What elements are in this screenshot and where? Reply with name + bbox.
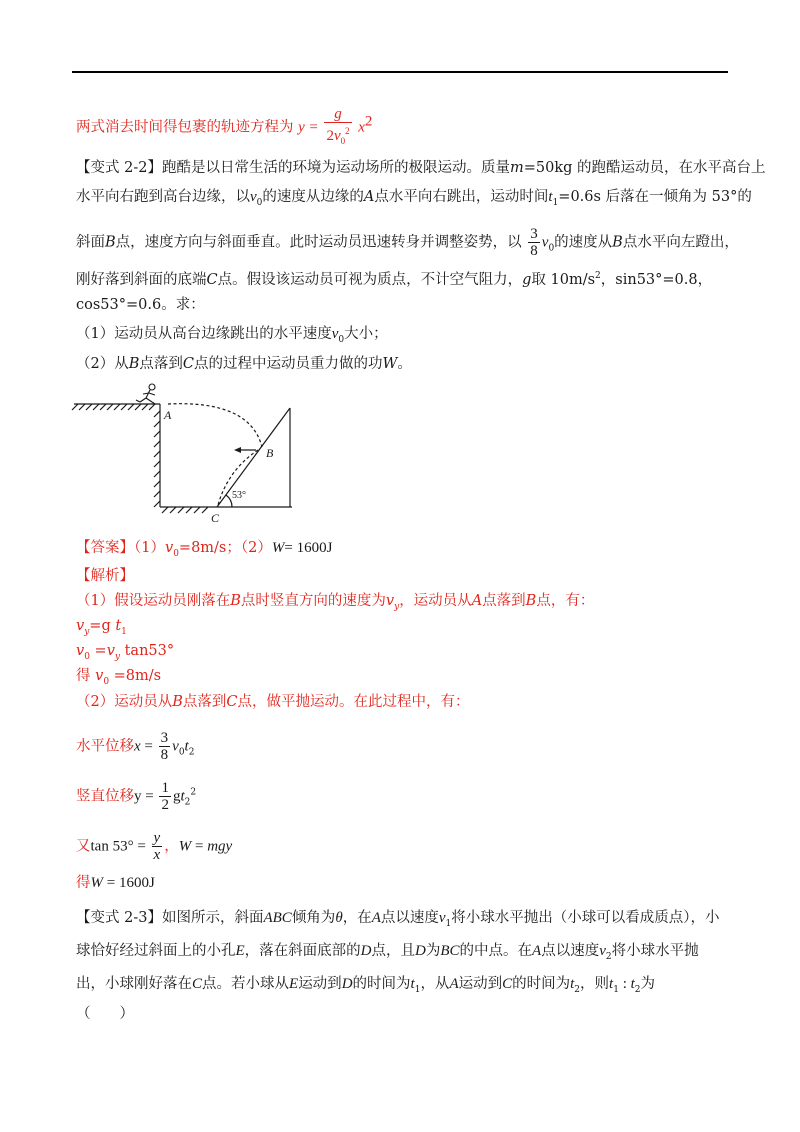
problem-22-line1: 【变式 2-2】跑酷是以日常生活的环境为运动场所的极限运动。质量m=50kg 的跑酷运动员，在水平高台上	[76, 160, 766, 176]
ground-hatch	[162, 507, 208, 513]
analysis-label: 【解析】	[76, 568, 134, 584]
question-2: （2）从B点落到C点的过程中运动员重力做的功W。	[76, 356, 412, 372]
analysis-eq1: $v_y=g$ $t_1$	[76, 618, 127, 637]
runner-figure	[136, 384, 155, 404]
analysis-eq3: 得 $v_0 =8m/s$	[76, 668, 162, 687]
vertical-displacement: 竖直位移y = $\frac{1}{2}$ $gt_2^2$	[76, 780, 197, 813]
horizontal-displacement: 水平位移x = $\frac{3}{8}$ $v_0t_2$	[76, 730, 195, 763]
problem-22-line3: 斜面B点，速度方向与斜面垂直。此时运动员迅速转身并调整姿势，以 $\frac{3}{8}$ $v_0$的速度从B点水平向左蹬出，	[76, 226, 739, 259]
problem-23-line3: 出，小球刚好落在C点。若小球从E运动到D的时间为$t_1$，从A运动到C的时间为$t_2$，则$t_1$ : $t_2$为	[76, 976, 656, 995]
platform-hatch	[72, 404, 155, 410]
problem-23-label: 【变式 2-3】	[76, 910, 162, 926]
label-b: B	[266, 446, 274, 460]
label-c: C	[211, 511, 220, 525]
question-1: （1）运动员从高台边缘跳出的水平速度$v_0$大小；	[76, 326, 388, 345]
problem-22-line5: cos53°=0.6。求：	[76, 297, 205, 313]
problem-22-label: 【变式 2-2】	[76, 160, 162, 176]
problem-23-line2: 球恰好经过斜面上的小孔E，落在斜面底部的D点，且D为BC的中点。在A点以速度$v_2$将小球水平抛	[76, 943, 699, 962]
analysis-eq2: $v_0 =v_y$ tan53°	[76, 643, 175, 662]
trajectory-equation-line	[76, 106, 372, 149]
intro-text: 两式消去时间得包裹的轨迹方程为	[76, 119, 294, 136]
eq-y: y	[298, 119, 305, 136]
eq-frac-den: $2v_0^2$	[324, 122, 351, 149]
answer-choice-blank: （ ）	[76, 1006, 134, 1022]
label-a: A	[164, 408, 172, 422]
wall-hatch	[154, 411, 160, 507]
eq-x-exponent: 2	[364, 113, 373, 130]
trajectory-a-to-b	[168, 404, 262, 447]
problem-22-line2: 水平向右跑到高台边缘，以$v_0$的速度从边缘的A点水平向右跳出，运动时间$t_1=0.6s$ 后落在一倾角为 53°的	[76, 189, 752, 208]
velocity-arrowhead	[234, 447, 241, 453]
eq-x: x	[358, 119, 365, 136]
work-result: 得W = 1600J	[76, 875, 155, 891]
eq-equals: =	[309, 119, 318, 136]
analysis-step2: （2）运动员从B点落到C点，做平抛运动。在此过程中，有：	[76, 694, 470, 710]
eq-frac-num: g	[334, 106, 342, 122]
problem-23-line1: 【变式 2-3】如图所示，斜面ABC倾角为θ，在A点以速度$v_1$将小球水平抛出（小球可以看成质点），小	[76, 910, 720, 929]
analysis-step1: （1）假设运动员刚落在B点时竖直方向的速度为$v_y$，运动员从A点落到B点，有：	[76, 593, 595, 612]
problem-22-line4: 刚好落到斜面的底端C点。假设该运动员可视为质点，不计空气阻力，g取 $10m/s^2$，sin53°=0.8，	[76, 271, 713, 288]
incline-surface	[217, 408, 290, 507]
angle-label: 53°	[232, 490, 246, 501]
tan-relation: 又tan 53° = $\frac{y}{x}$ ，W = mgy	[76, 830, 233, 863]
three-eighths-fraction: $\frac{3}{8}$	[530, 226, 538, 259]
parkour-figure	[60, 375, 320, 525]
header-rule	[72, 71, 728, 73]
answer-label: 【答案】	[76, 540, 134, 556]
answer-line: 【答案】$(1)v_0=8m/s$；（2）W= 1600J	[76, 540, 333, 559]
eq-fraction	[324, 106, 351, 149]
